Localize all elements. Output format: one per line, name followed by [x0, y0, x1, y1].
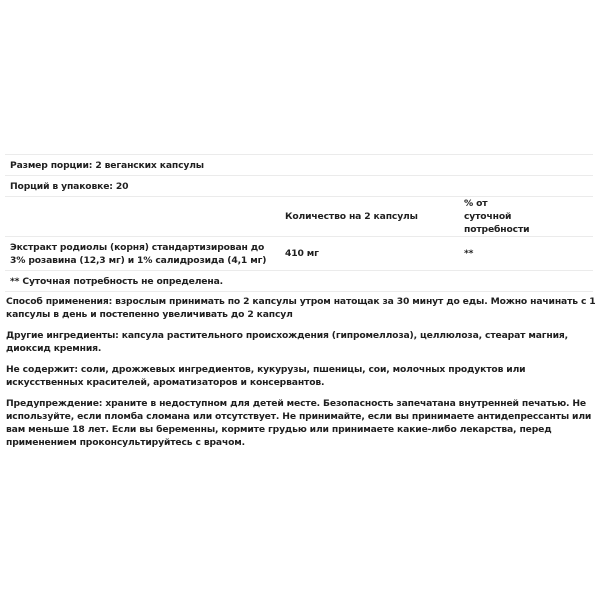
- servings-per-container-row: [5, 176, 593, 197]
- table-header-row: [5, 197, 593, 237]
- ingredient-daily-value: **: [459, 237, 593, 271]
- usage-paragraph: Способ применения: взрослым принимать по 2 капсулы утром натощак за 30 минут до еды. Можно начинать с 1 капсулы в день и постепенно увеличивать до 2 капсул: [6, 296, 596, 320]
- warning-paragraph: Предупреждение: храните в недоступном для детей месте. Безопасность запечатана внутренней печатью. Не используйте, если пломба сломана или отсутствует. Не принимайте, если вы принимаете антидепрессанты или вам меньше 18 лет. Если вы беременны, кормите грудью или принимаете какие-либо лекарства, перед применением проконсультируйтесь с врачом.: [6, 398, 592, 448]
- header-name: [5, 197, 277, 237]
- ingredient-name: Экстракт родиолы (корня) стандартизирован до 3% розавина (12,3 мг) и 1% салидрозида (4,1 мг): [5, 237, 277, 271]
- free-of-paragraph: Не содержит: соли, дрожжевых ингредиентов, кукурузы, пшеницы, сои, молочных продуктов или искусственных красителей, ароматизаторов и консервантов.: [6, 364, 526, 388]
- header-amount: Количество на 2 капсулы: [277, 197, 459, 237]
- serving-size-row: [5, 155, 593, 176]
- product-description: [6, 295, 596, 457]
- header-daily-value: % от суточной потребности: [459, 197, 593, 237]
- footnote-row: [5, 271, 593, 292]
- serving-size: Размер порции: 2 веганских капсулы: [5, 155, 593, 176]
- servings-per-container: Порций в упаковке: 20: [5, 176, 593, 197]
- footnote: ** Суточная потребность не определена.: [5, 271, 593, 292]
- supplement-facts-table: [5, 154, 593, 292]
- other-ingredients-paragraph: Другие ингредиенты: капсула растительного происхождения (гипромеллоза), целлюлоза, стеарат магния, диоксид кремния.: [6, 330, 568, 354]
- table-row: [5, 237, 593, 271]
- ingredient-amount: 410 мг: [277, 237, 459, 271]
